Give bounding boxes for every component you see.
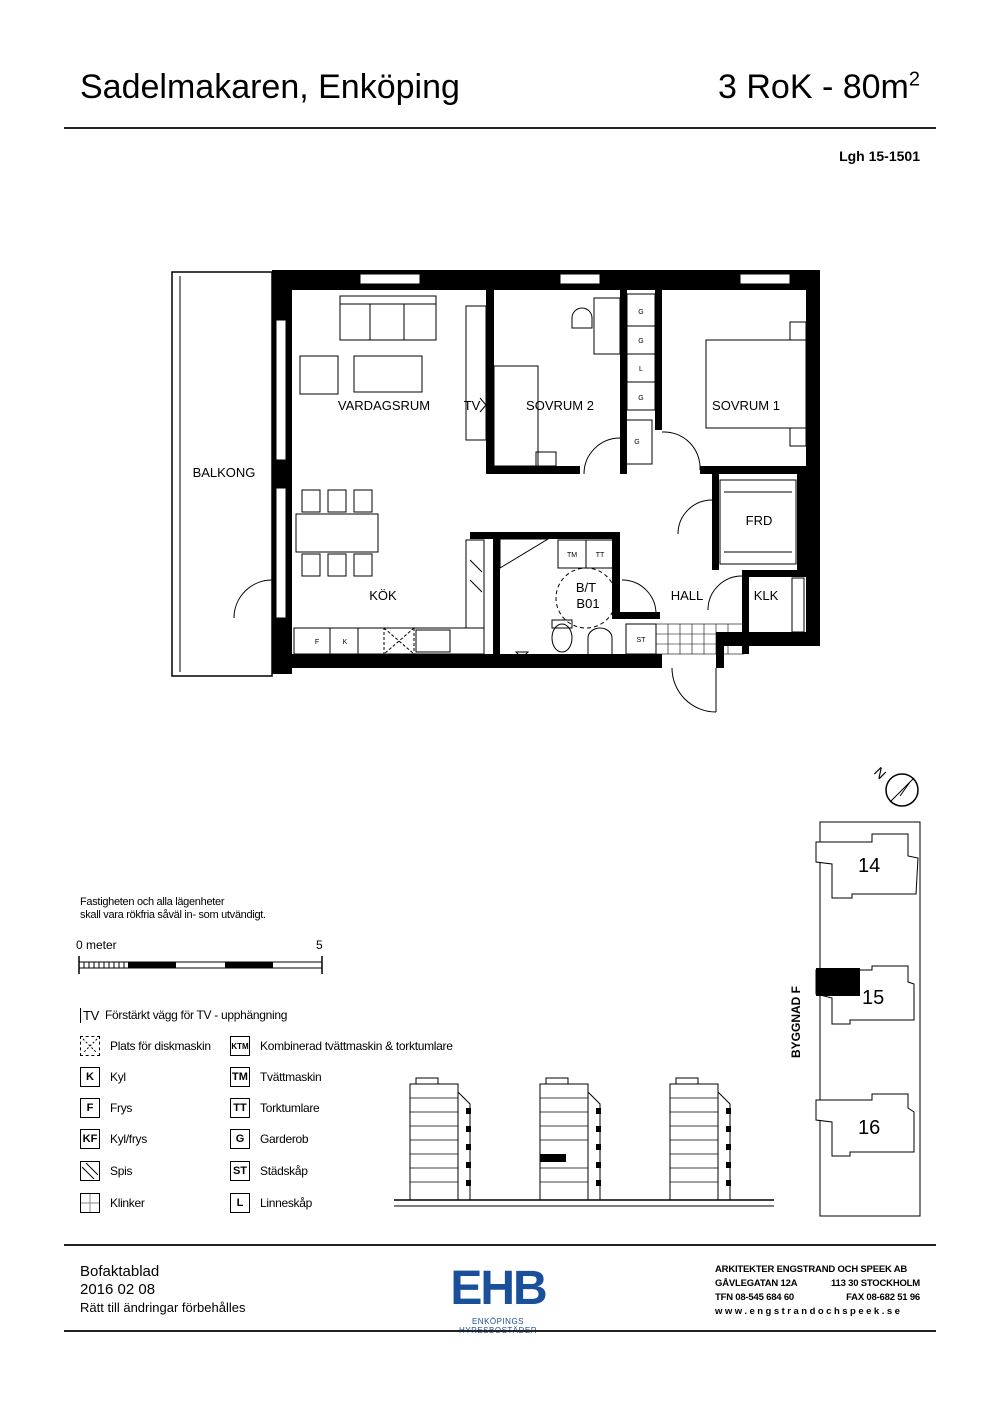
legend-kf-text: Kyl/frys bbox=[110, 1132, 147, 1146]
north-label: N bbox=[871, 763, 890, 783]
architect-fax: FAX 08-682 51 96 bbox=[846, 1292, 920, 1303]
footer-rule-bottom bbox=[64, 1330, 936, 1332]
fixture-st: ST bbox=[636, 637, 646, 644]
label-klk: KLK bbox=[753, 588, 779, 603]
legend-g bbox=[230, 1127, 308, 1151]
page-title: Sadelmakaren, Enköping bbox=[80, 68, 460, 106]
elevation-highlight-floor bbox=[540, 1154, 566, 1162]
legend-tv bbox=[80, 1003, 287, 1027]
note-line1: Fastigheten och alla lägenheter bbox=[80, 896, 225, 908]
dining-table bbox=[296, 490, 378, 576]
legend-klinker-text: Klinker bbox=[110, 1196, 145, 1210]
scale-end: 5 bbox=[316, 938, 323, 952]
legend-l bbox=[230, 1191, 312, 1215]
stove-icon bbox=[80, 1161, 100, 1181]
legend-kf bbox=[80, 1127, 147, 1151]
note-line2: skall vara rökfria såväl in- som utvändigt. bbox=[80, 909, 266, 921]
legend-klinker bbox=[80, 1191, 145, 1215]
apartment-highlight bbox=[816, 968, 860, 996]
architect-contact bbox=[715, 1291, 920, 1305]
legend-tv-code: TV bbox=[80, 1008, 99, 1023]
fixture-g4: G bbox=[634, 439, 640, 446]
label-bt: B/T bbox=[575, 580, 597, 595]
block-label-14: 14 bbox=[858, 855, 881, 877]
ehb-logo-icon bbox=[432, 1262, 564, 1310]
label-sovrum2: SOVRUM 2 bbox=[526, 398, 594, 413]
architect-web[interactable]: www.engstrandochspeek.se bbox=[715, 1306, 903, 1317]
legend-f-code: F bbox=[80, 1098, 100, 1118]
ehb-logo bbox=[432, 1262, 564, 1335]
size-sup: 2 bbox=[908, 68, 920, 91]
closets bbox=[720, 480, 804, 632]
logo-text: EHB bbox=[450, 1262, 546, 1310]
footer-rule-top bbox=[64, 1244, 936, 1246]
header-rule bbox=[64, 127, 936, 129]
legend-k-code: K bbox=[80, 1067, 100, 1087]
fixture-k: K bbox=[342, 639, 348, 646]
legend-spis-text: Spis bbox=[110, 1164, 133, 1178]
legend-f-text: Frys bbox=[110, 1101, 133, 1115]
doc-date: 2016 02 08 bbox=[80, 1281, 156, 1298]
architect-street: GÅVLEGATAN 12A bbox=[715, 1278, 798, 1289]
logo-subtitle: ENKÖPINGS bbox=[471, 1317, 525, 1326]
architect-name: ARKITEKTER ENGSTRAND OCH SPEEK AB bbox=[715, 1264, 908, 1275]
block-label-16: 16 bbox=[858, 1117, 881, 1139]
architect-phone: TFN 08-545 684 60 bbox=[715, 1292, 794, 1303]
architect-address bbox=[715, 1277, 920, 1291]
fixture-l: L bbox=[639, 366, 643, 373]
legend-tm-text: Tvättmaskin bbox=[260, 1070, 322, 1084]
fixture-tm: TM bbox=[566, 552, 578, 559]
label-sovrum1: SOVRUM 1 bbox=[712, 398, 780, 413]
tile-icon bbox=[80, 1193, 100, 1213]
living-furniture bbox=[300, 296, 486, 440]
fixture-f: F bbox=[314, 639, 320, 646]
smoke-free-note bbox=[80, 896, 266, 922]
label-vardagsrum: VARDAGSRUM bbox=[337, 398, 431, 413]
legend-kf-code: KF bbox=[80, 1129, 100, 1149]
doc-type: Bofaktablad bbox=[80, 1263, 160, 1280]
fixture-tt: TT bbox=[595, 552, 605, 559]
legend-diskmaskin bbox=[80, 1034, 211, 1058]
legend-st bbox=[230, 1159, 308, 1183]
legend-ktm-code: KTM bbox=[230, 1036, 250, 1056]
legend-tm bbox=[230, 1065, 321, 1089]
legend-k bbox=[80, 1065, 126, 1089]
legend-tm-code: TM bbox=[230, 1067, 250, 1087]
scale-bar bbox=[76, 954, 328, 976]
block-label-15: 15 bbox=[862, 987, 885, 1009]
fixture-g1: G bbox=[638, 309, 644, 316]
bedroom1-furniture bbox=[706, 322, 806, 446]
site-plan bbox=[780, 752, 950, 1222]
disclaimer: Rätt till ändringar förbehålles bbox=[80, 1300, 246, 1315]
legend-st-text: Städskåp bbox=[260, 1164, 308, 1178]
legend-tt-code: TT bbox=[230, 1098, 250, 1118]
legend-tt bbox=[230, 1096, 319, 1120]
legend-k-text: Kyl bbox=[110, 1070, 126, 1084]
elevation-floors bbox=[410, 1098, 718, 1182]
building-elevation bbox=[394, 1074, 774, 1214]
building-label: BYGGNAD F bbox=[789, 986, 803, 1058]
legend-ktm bbox=[230, 1034, 453, 1058]
scale-start: 0 meter bbox=[76, 938, 117, 952]
label-tv: TV bbox=[463, 398, 481, 413]
legend-l-code: L bbox=[230, 1193, 250, 1213]
architect-info bbox=[715, 1263, 920, 1319]
legend-diskmaskin-text: Plats för diskmaskin bbox=[110, 1039, 211, 1053]
architect-city: 113 30 STOCKHOLM bbox=[830, 1278, 920, 1289]
elevation-balconies bbox=[466, 1108, 731, 1186]
fixture-g2: G bbox=[638, 338, 644, 345]
label-balkong: BALKONG bbox=[192, 465, 256, 480]
dishwasher-icon bbox=[80, 1036, 100, 1056]
legend-tv-text: Förstärkt vägg för TV - upphängning bbox=[105, 1008, 288, 1022]
label-kok: KÖK bbox=[369, 588, 397, 603]
label-b01: B01 bbox=[576, 596, 600, 611]
apartment-size bbox=[718, 68, 920, 107]
floor-plan bbox=[160, 262, 840, 722]
legend-tt-text: Torktumlare bbox=[260, 1101, 320, 1115]
legend-st-code: ST bbox=[230, 1161, 250, 1181]
fixture-g3: G bbox=[638, 395, 644, 402]
legend-f bbox=[80, 1096, 132, 1120]
size-label: 3 RoK - 80m bbox=[718, 68, 909, 106]
legend-g-text: Garderob bbox=[260, 1132, 309, 1146]
label-frd: FRD bbox=[745, 513, 773, 528]
footer-left bbox=[80, 1263, 245, 1317]
legend-spis bbox=[80, 1159, 132, 1183]
compass-icon bbox=[886, 774, 918, 806]
label-hall: HALL bbox=[670, 588, 704, 603]
legend-l-text: Linneskåp bbox=[260, 1196, 313, 1210]
bedroom2-furniture bbox=[494, 294, 655, 466]
legend-ktm-text: Kombinerad tvättmaskin & torktumlare bbox=[260, 1039, 453, 1053]
apartment-id: Lgh 15-1501 bbox=[839, 148, 920, 164]
legend-g-code: G bbox=[230, 1129, 250, 1149]
